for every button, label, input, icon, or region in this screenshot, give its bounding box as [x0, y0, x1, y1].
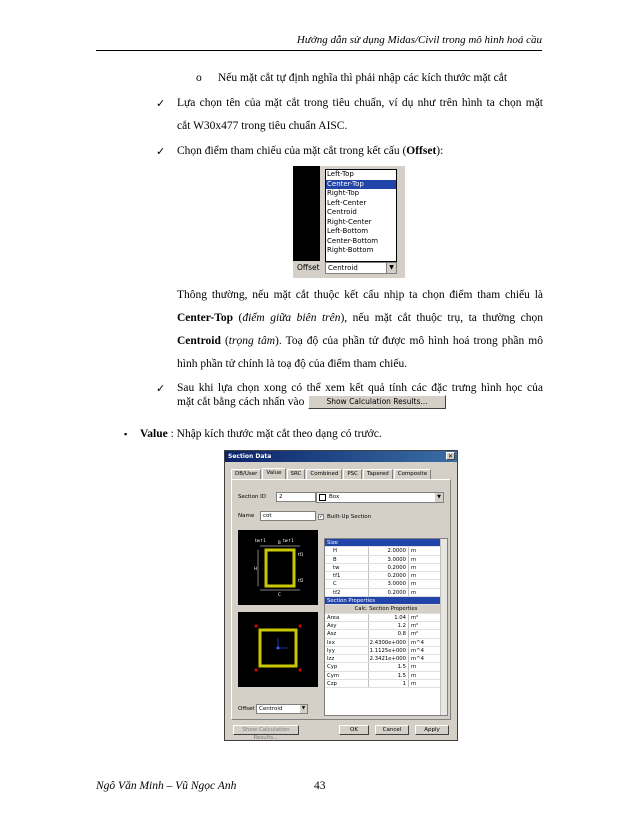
- show-calc-results-button[interactable]: Show Calculation Results...: [308, 395, 446, 409]
- offset-label: Offset: [297, 263, 320, 272]
- section-shape-preview: [238, 530, 318, 605]
- b-label: B: [278, 540, 281, 545]
- prop-value: 1.1125e+000: [369, 647, 409, 654]
- value-panel: [231, 479, 451, 720]
- offset-select[interactable]: [256, 704, 308, 714]
- offset-combo-value: Centroid: [328, 264, 358, 272]
- para-line3: [177, 330, 543, 353]
- offset-value: Centroid: [259, 706, 283, 712]
- prop-value: 1.2: [369, 622, 409, 629]
- tw-label: tw↑1: [255, 538, 266, 543]
- prop-name: Asy: [325, 622, 369, 629]
- header-rule: [96, 50, 542, 51]
- tab-psc[interactable]: PSC: [343, 469, 362, 479]
- check-icon: ✓: [156, 145, 166, 158]
- tab-combined[interactable]: Combined: [306, 469, 342, 479]
- page-number: 43: [314, 780, 326, 792]
- size-name: tf1: [325, 572, 369, 579]
- prop-value: 2.3421e+000: [369, 655, 409, 662]
- box-section-diagram: [238, 530, 318, 605]
- grid-row[interactable]: [325, 572, 447, 580]
- h-label: H: [254, 566, 258, 571]
- size-unit: m: [411, 573, 417, 580]
- sub-bullet: o: [196, 72, 202, 84]
- prop-unit: m²: [411, 614, 419, 621]
- prop-unit: m: [411, 681, 417, 688]
- centroid-term: Centroid: [177, 335, 221, 347]
- centroid-desc: trọng tâm: [228, 335, 276, 347]
- grid-row[interactable]: [325, 630, 447, 638]
- offset-option[interactable]: Left-Center: [327, 198, 367, 207]
- prop-value: 1.5: [369, 672, 409, 679]
- grid-row[interactable]: [325, 580, 447, 588]
- tf2-label: tf2: [298, 578, 304, 583]
- offset-dropdown-image: [293, 166, 405, 278]
- item2-text: [177, 140, 443, 163]
- grid-row[interactable]: [325, 663, 447, 671]
- prop-unit: m: [411, 672, 417, 679]
- offset-option[interactable]: Right-Bottom: [327, 246, 374, 254]
- offset-option-selected[interactable]: Center-Top: [326, 180, 396, 190]
- item3-line2: mặt cắt bằng cách nhấn vào: [177, 396, 305, 408]
- section-id-input[interactable]: 2: [276, 492, 316, 502]
- builtup-checkbox[interactable]: ✓: [319, 514, 324, 520]
- size-name: tf2: [325, 589, 369, 596]
- grid-row[interactable]: [325, 655, 447, 663]
- grid-row[interactable]: [325, 672, 447, 680]
- paren-open: (: [233, 312, 243, 324]
- size-unit: m: [411, 589, 417, 596]
- center-top-desc: điểm giữa biên trên: [242, 312, 341, 324]
- size-value: 2.0000: [369, 547, 409, 554]
- tw-label: tw↑1: [283, 538, 294, 543]
- item3-line1: Sau khi lựa chọn xong có thể xem kết quả tính các đặc trưng hình học của: [177, 382, 543, 394]
- page-header: Hướng dẫn sử dụng Midas/Civil trong mô hình hoá cầu: [296, 34, 542, 46]
- para-line4: hình phần tử chính là toạ độ của điểm tham chiếu.: [177, 358, 408, 370]
- props-header: Section Properties: [325, 597, 447, 604]
- size-name: B: [325, 556, 369, 563]
- prop-unit: m²: [411, 631, 419, 638]
- calc-section-properties-button[interactable]: Calc. Section Properties: [325, 605, 447, 612]
- prop-name: Czp: [325, 680, 369, 687]
- prop-name: Ixx: [325, 639, 369, 646]
- check-icon: ✓: [156, 382, 166, 395]
- tab-src[interactable]: SRC: [287, 469, 306, 479]
- property-grid[interactable]: [324, 538, 448, 716]
- chevron-down-icon[interactable]: ▼: [435, 493, 443, 502]
- item1-line2: cắt W30x477 trong tiêu chuẩn AISC.: [177, 120, 348, 132]
- grid-row[interactable]: [325, 589, 447, 597]
- c-label: C: [278, 592, 281, 597]
- para-line3-rest: ). Toạ độ của phần tử được mô hình hoá trong phần mô: [275, 335, 543, 347]
- item1-line1: Lựa chọn tên của mặt cắt trong tiêu chuẩn, ví dụ như trên hình ta chọn mặt: [177, 97, 543, 109]
- offset-preview: [238, 612, 318, 687]
- grid-row[interactable]: [325, 639, 447, 647]
- footer-authors: Ngô Văn Minh – Vũ Ngọc Anh: [96, 780, 237, 792]
- prop-unit: m^4: [411, 639, 424, 646]
- size-value: 3.0000: [369, 556, 409, 563]
- para-line2-rest: ), nếu mặt cắt thuộc trụ, ta thường chọn: [340, 312, 543, 324]
- prop-value: 1: [369, 680, 409, 687]
- size-name: C: [325, 580, 369, 587]
- box-shape-icon: [319, 494, 326, 501]
- tab-dbuser[interactable]: DB/User: [231, 469, 261, 479]
- prop-value: 2.4300e+000: [369, 639, 409, 646]
- grid-row[interactable]: [325, 680, 447, 688]
- section-data-dialog: [224, 450, 458, 741]
- size-unit: m: [411, 564, 417, 571]
- offset-option[interactable]: Right-Center: [327, 217, 372, 226]
- prop-unit: m²: [411, 622, 419, 629]
- grid-scrollbar[interactable]: [440, 539, 447, 715]
- prop-unit: m^4: [411, 647, 424, 654]
- prop-name: Iyy: [325, 647, 369, 654]
- apply-button[interactable]: Apply: [415, 725, 449, 735]
- chevron-down-icon[interactable]: ▼: [301, 706, 306, 711]
- grid-row[interactable]: [325, 614, 447, 622]
- prop-name: Cym: [325, 672, 369, 679]
- offset-option[interactable]: Center-Bottom: [327, 236, 379, 245]
- prop-name: Asz: [325, 630, 369, 637]
- dialog-title: Section Data: [225, 451, 457, 462]
- offset-option[interactable]: Right-Top: [327, 189, 360, 197]
- grid-row[interactable]: [325, 564, 447, 572]
- chevron-down-icon[interactable]: ▼: [386, 263, 396, 273]
- show-calc-results-button[interactable]: Show Calculation Results...: [233, 725, 299, 735]
- size-header: Size: [325, 539, 447, 546]
- offset-points-diagram: [238, 612, 318, 687]
- value-item: [140, 423, 382, 446]
- name-label: Name: [238, 513, 255, 519]
- size-value: 0.2000: [369, 572, 409, 579]
- prop-name: Izz: [325, 655, 369, 662]
- ok-button[interactable]: OK: [339, 725, 369, 735]
- para-line1: Thông thường, nếu mặt cắt thuộc kết cấu nhịp ta chọn điểm tham chiếu là: [177, 289, 543, 301]
- offset-option[interactable]: Centroid: [327, 208, 357, 216]
- value-desc: : Nhập kích thước mặt cắt theo dạng có trước.: [167, 428, 382, 440]
- tab-bar: [231, 469, 432, 479]
- grid-row[interactable]: [325, 647, 447, 655]
- prop-value: 1.5: [369, 663, 409, 670]
- shape-select[interactable]: [316, 492, 444, 503]
- offset-label: Offset: [238, 706, 255, 712]
- shape-value: Box: [329, 494, 340, 500]
- prop-value: 0.8: [369, 630, 409, 637]
- square-bullet: ▪: [124, 429, 128, 439]
- size-name: tw: [325, 564, 369, 571]
- grid-row[interactable]: [325, 547, 447, 555]
- size-value: 3.0000: [369, 580, 409, 587]
- name-input[interactable]: cot: [260, 511, 316, 521]
- size-name: H: [325, 547, 369, 554]
- para-line2: [177, 307, 543, 330]
- center-top-term: Center-Top: [177, 312, 234, 324]
- item2-post: ):: [436, 145, 444, 157]
- value-term: Value: [140, 428, 168, 440]
- offset-option[interactable]: Left-Bottom: [327, 227, 369, 235]
- prop-unit: m^4: [411, 656, 424, 663]
- sub-item-text: Nếu mặt cắt tự định nghĩa thì phải nhập các kích thước mặt cắt: [218, 72, 508, 84]
- cancel-button[interactable]: Cancel: [375, 725, 409, 735]
- prop-name: Area: [325, 614, 369, 621]
- size-unit: m: [411, 581, 417, 588]
- prop-value: 1.04: [369, 614, 409, 621]
- item2-bold: Offset: [406, 145, 437, 157]
- tab-tapered[interactable]: Tapered: [363, 469, 393, 479]
- tab-value[interactable]: Value: [262, 468, 285, 479]
- close-icon[interactable]: ✕: [447, 453, 454, 460]
- section-id-label: Section ID: [238, 494, 267, 500]
- grid-row[interactable]: [325, 622, 447, 630]
- check-icon: ✓: [156, 97, 166, 110]
- grid-row[interactable]: [325, 556, 447, 564]
- size-unit: m: [411, 556, 417, 563]
- size-unit: m: [411, 548, 417, 555]
- offset-combo[interactable]: [325, 262, 397, 274]
- offset-options-list[interactable]: [325, 169, 397, 262]
- size-value: 0.2000: [369, 589, 409, 596]
- size-value: 0.2000: [369, 564, 409, 571]
- preview-black-area: [293, 166, 320, 261]
- item2-pre: Chọn điểm tham chiếu của mặt cắt trong kết cấu (: [177, 145, 407, 157]
- tab-composite[interactable]: Composite: [394, 469, 431, 479]
- prop-unit: m: [411, 664, 417, 671]
- tf1-label: tf1: [298, 552, 304, 557]
- offset-option[interactable]: Left-Top: [327, 170, 354, 178]
- paren-open: (: [220, 335, 229, 347]
- builtup-label: Built-Up Section: [327, 514, 372, 520]
- prop-name: Cyp: [325, 663, 369, 670]
